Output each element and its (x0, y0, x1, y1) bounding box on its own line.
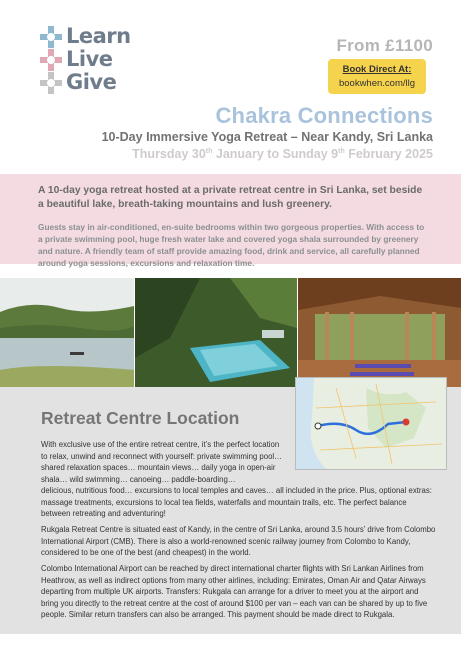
logo-word-learn: Learn (66, 24, 131, 48)
intro-body: Guests stay in air-conditioned, en-suite bedrooms within two gorgeous properties. With access to a private swimming pool, huge fresh water lake and covered yoga shala surrounded by greenery and nature. A friendly team of staff provide amazing food, drink and service, all carefully planned around yoga sessions, excursions and relaxation time. (38, 222, 425, 268)
book-direct-button[interactable] (328, 59, 426, 94)
shala-photo (298, 278, 461, 388)
live-cross-icon (40, 49, 62, 71)
booking-url-link[interactable]: bookwhen.com/llg (338, 78, 416, 89)
price-label: From £1100 (336, 36, 433, 55)
lake-photo (0, 278, 134, 388)
pool-photo (135, 278, 297, 388)
logo-word-give: Give (66, 70, 117, 94)
logo-row-learn (40, 26, 180, 47)
location-title: Retreat Centre Location (41, 408, 240, 428)
location-paragraph-3: Colombo International Airport can be reached by direct international charter flights with Sri Lankan Airlines from Heathrow, as well as indirect options from many other airlines, including: Emirates, Oman Air and Qatar Airways departing from multiple UK airports. Transfers: Rukgala can arrange for a driver to meet you at the airport and bring you directly to the retreat centre at the cost of around $100 per van – each van can be shared by up to five people. Similar return transfers can also be arranged. This payment should be made direct to Rukgala. (41, 564, 428, 619)
logo-word-live: Live (66, 47, 113, 71)
location-paragraph-1-wide: delicious, nutritious food… excursions to local temples and caves… all included in the price. Plus, optional extras: massage treatments, excursions to local tea fields, waterfalls and mountain trails, etc. The perfect balance between retreating and adventuring! (41, 486, 432, 518)
photo-strip (0, 278, 461, 388)
dates-start: Thursday 30 (132, 147, 206, 161)
book-direct-label: Book Direct At: (342, 64, 412, 75)
dates-mid: January to Sunday 9 (212, 147, 339, 161)
page-subtitle: 10-Day Immersive Yoga Retreat – Near Kandy, Sri Lanka (101, 130, 433, 144)
give-cross-icon (40, 72, 62, 94)
dates-end: February 2025 (344, 147, 433, 161)
dates-end-suffix: th (338, 147, 345, 155)
location-paragraph-1 (41, 439, 434, 520)
location-paragraph-2: Rukgala Retreat Centre is situated east of Kandy, in the centre of Sri Lanka, around 3.5 hours’ drive from Colombo International Airport (CMB). There is also a world-renowned scenic railway journey from Colombo to Kandy, considered to be one of the best (and cheapest) in the world. (41, 525, 436, 557)
retreat-dates (132, 147, 433, 161)
logo-row-give (40, 72, 180, 93)
brand-logo (40, 26, 180, 95)
location-paragraph-1-narrow: With exclusive use of the entire retreat centre, it’s the perfect location to relax, unwind and reconnect with yourself: private swimming pool… shared relaxation spaces… mountain views… daily yoga in open-air shala… wild swimming… canoeing… paddle-boarding… (41, 440, 282, 484)
learn-cross-icon (40, 26, 62, 48)
logo-row-live (40, 49, 180, 70)
dates-start-suffix: th (205, 147, 213, 155)
intro-lead: A 10-day yoga retreat hosted at a private retreat centre in Sri Lanka, set beside a beautiful lake, breath-taking mountains and lush greenery. (38, 185, 423, 210)
page-title: Chakra Connections (215, 103, 433, 128)
